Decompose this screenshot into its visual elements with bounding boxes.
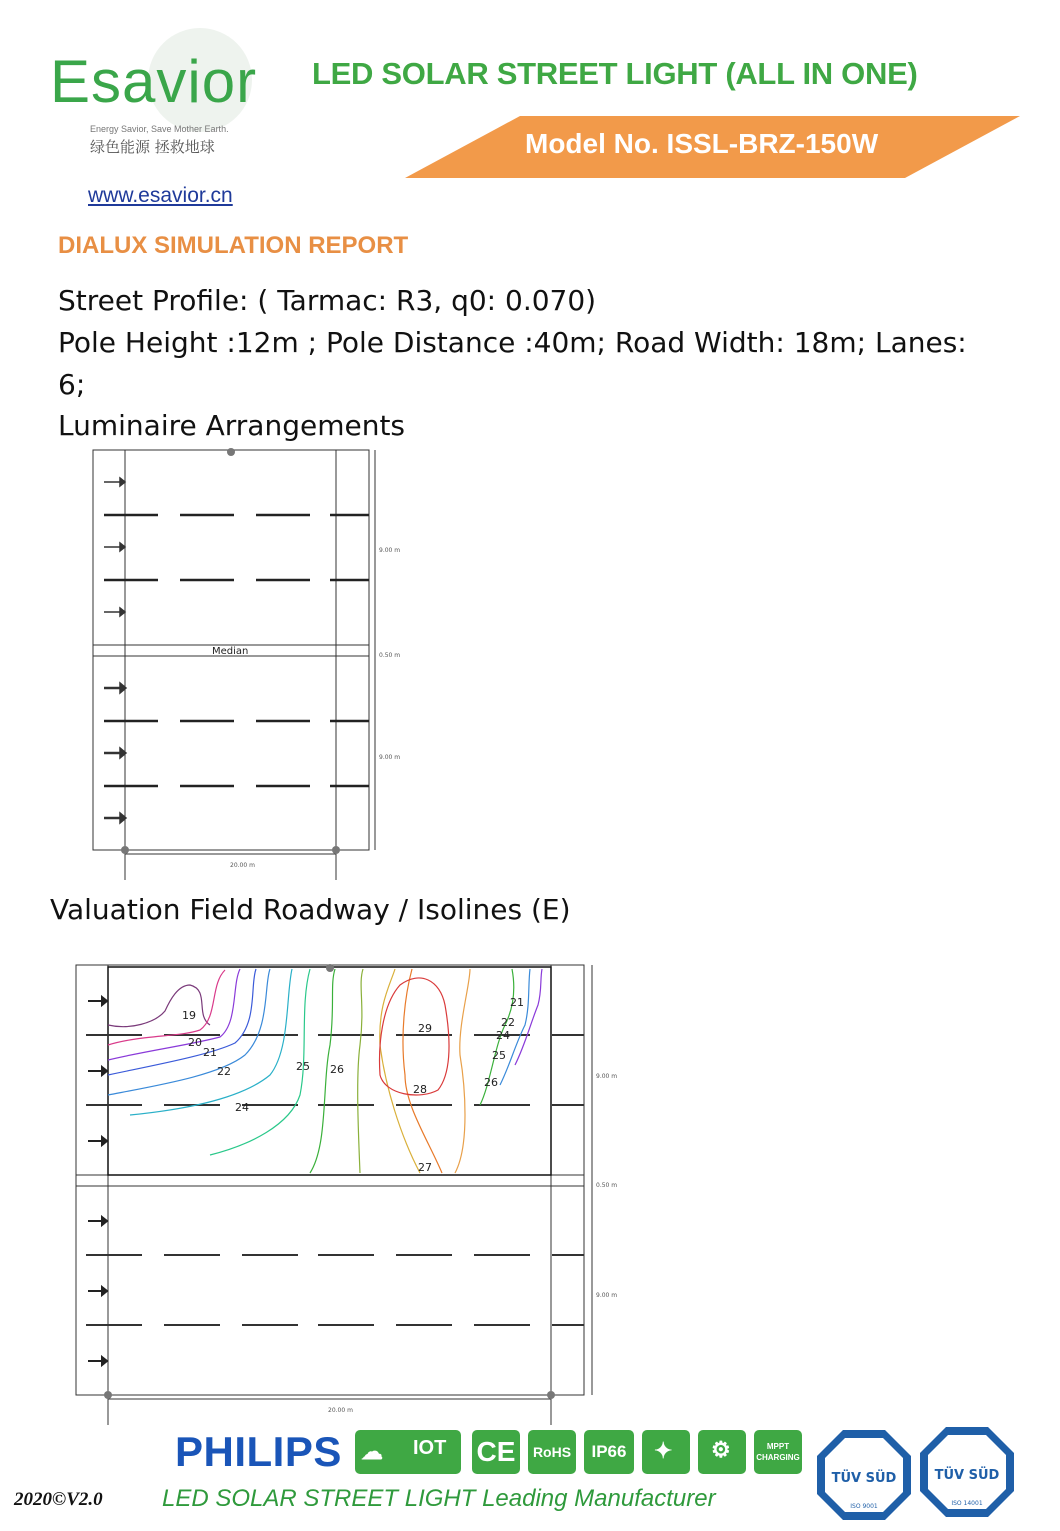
motion-sensor-icon: ✦ xyxy=(654,1438,673,1463)
isoline-label: 24 xyxy=(235,1101,249,1114)
lower-carriageway-dimension: 9.00 m xyxy=(596,1292,618,1299)
motion-sensor-badge xyxy=(642,1430,690,1474)
isoline-label: 26 xyxy=(484,1076,498,1089)
isoline-label: 21 xyxy=(203,1046,217,1059)
company-logo: Esavior xyxy=(50,48,258,115)
length-dimension: 20.00 m xyxy=(230,862,255,869)
median-dimension: 0.50 m xyxy=(596,1182,618,1189)
isoline-label: 22 xyxy=(501,1016,515,1029)
isoline-label: 29 xyxy=(418,1022,432,1035)
isoline-label: 22 xyxy=(217,1065,231,1078)
svg-text:TÜV SÜD: TÜV SÜD xyxy=(934,1468,1000,1483)
ip66-badge: IP66 xyxy=(584,1430,634,1474)
svg-text:ISO 9001: ISO 9001 xyxy=(850,1503,878,1510)
logo-tagline: Energy Savior, Save Mother Earth. xyxy=(90,124,229,134)
logo-chinese-slogan: 绿色能源 拯救地球 xyxy=(90,138,215,156)
section-title: DIALUX SIMULATION REPORT xyxy=(58,232,409,259)
iot-badge: ☁ IOT xyxy=(355,1430,461,1474)
lower-carriageway-dimension: 9.00 m xyxy=(379,754,401,761)
cloud-wifi-icon: ☁ xyxy=(361,1439,383,1464)
mppt-badge: MPPT CHARGING xyxy=(754,1430,802,1474)
luminaire-arrangements-heading: Luminaire Arrangements xyxy=(58,409,406,442)
isoline-label: 20 xyxy=(188,1036,202,1049)
remote-control-icon: ⚙ xyxy=(711,1437,731,1462)
ce-badge: CE xyxy=(472,1430,520,1474)
length-dimension: 20.00 m xyxy=(328,1407,353,1414)
median-label: Median xyxy=(212,646,249,657)
isoline-label: 25 xyxy=(296,1060,310,1073)
model-number: Model No. ISSL-BRZ-150W xyxy=(525,128,879,159)
upper-carriageway-dimension: 9.00 m xyxy=(379,547,401,554)
street-profile-text: Street Profile: ( Tarmac: R3, q0: 0.070) xyxy=(58,284,597,317)
svg-text:TÜV SÜD: TÜV SÜD xyxy=(831,1471,897,1486)
isoline-label: 25 xyxy=(492,1049,506,1062)
remote-control-badge xyxy=(698,1430,746,1474)
luminaire-arrangement-plan xyxy=(80,440,420,880)
svg-text:ISO 14001: ISO 14001 xyxy=(951,1500,983,1507)
document-title: LED SOLAR STREET LIGHT (ALL IN ONE) xyxy=(312,56,918,91)
isoline-label: 21 xyxy=(510,996,524,1009)
version-label: 2020©V2.0 xyxy=(14,1489,103,1510)
website-link[interactable]: www.esavior.cn xyxy=(88,184,233,207)
isoline-label: 27 xyxy=(418,1161,432,1174)
rohs-badge: RoHS xyxy=(528,1430,576,1474)
isoline-label: 19 xyxy=(182,1009,196,1022)
upper-carriageway-dimension: 9.00 m xyxy=(596,1073,618,1080)
tuv-iso14001-seal xyxy=(918,1425,1016,1519)
lanes-count-text: 6; xyxy=(58,368,86,401)
isolines-plan xyxy=(60,925,640,1425)
isoline-label: 24 xyxy=(496,1029,510,1042)
footer-slogan: LED SOLAR STREET LIGHT Leading Manufacturer xyxy=(162,1485,716,1512)
pole-parameters-text: Pole Height :12m ; Pole Distance :40m; Road Width: 18m; Lanes: xyxy=(58,326,967,359)
tuv-iso9001-seal xyxy=(815,1428,913,1522)
philips-logo: PHILIPS xyxy=(175,1428,342,1475)
isoline-label: 28 xyxy=(413,1083,427,1096)
isoline-label: 26 xyxy=(330,1063,344,1076)
median-dimension: 0.50 m xyxy=(379,652,401,659)
isolines-heading: Valuation Field Roadway / Isolines (E) xyxy=(50,893,571,926)
